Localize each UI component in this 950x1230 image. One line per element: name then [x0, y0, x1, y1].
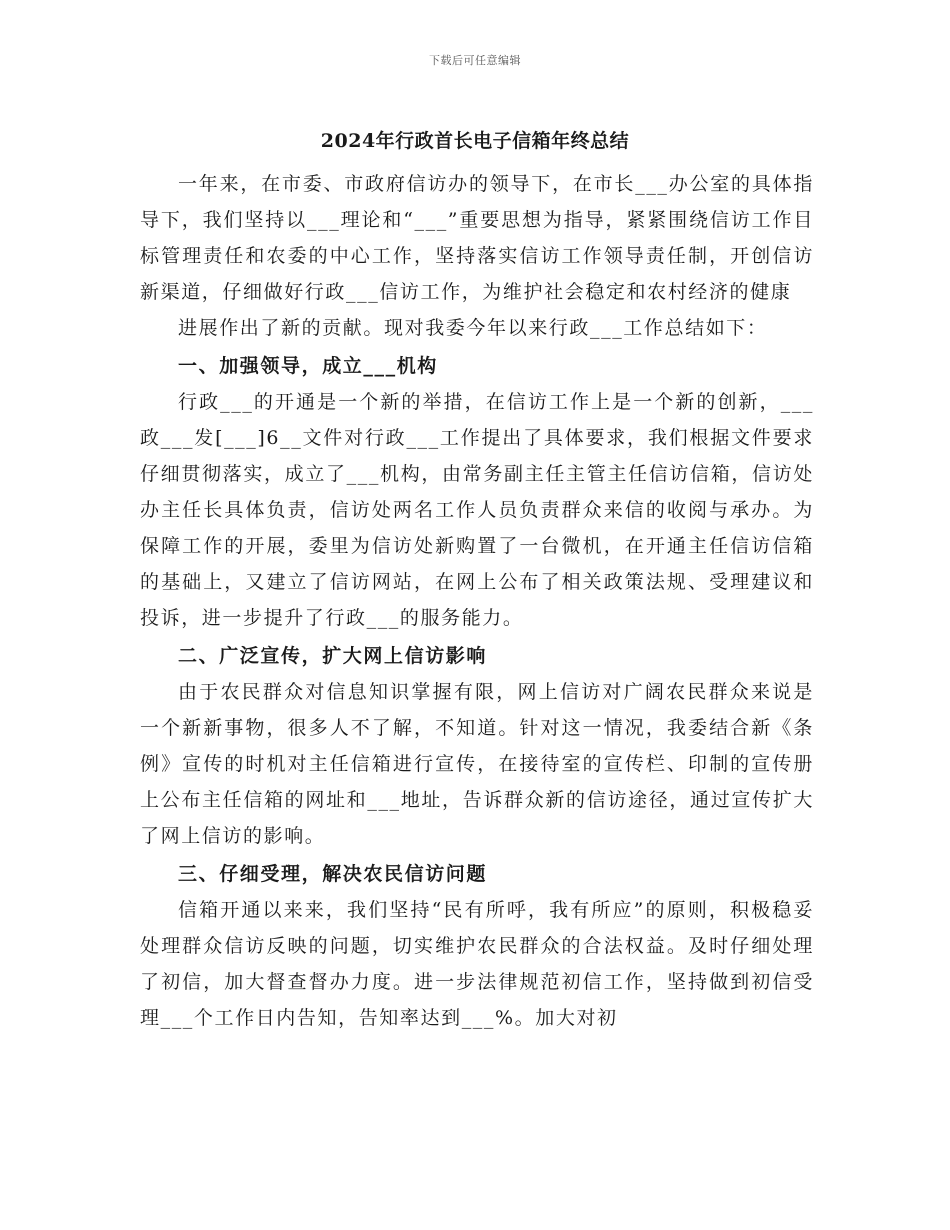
intro-paragraph-1: 一年来，在市委、市政府信访办的领导下，在市长___办公室的具体指导下，我们坚持以___理论和“___”重要思想为指导，紧紧围绕信访工作目标管理责任和农委的中心工作，坚持落实信访工作领导责任制，开创信访新渠道，仔细做好行政___信访工作，为维护社会稳定和农村经济的健康 — [140, 173, 814, 303]
section-1-paragraph: 行政___的开通是一个新的举措，在信访工作上是一个新的创新，___政___发[___]6__文件对行政___工作提出了具体要求，我们根据文件要求仔细贯彻落实，成立了___机构，由常务副主任主管主任信访信箱，信访处办主任长具体负责，信访处两名工作人员负责群众来信的收阅与承办。为保障工作的开展，委里为信访处新购置了一台微机，在开通主任信访信箱的基础上，又建立了信访网站，在网上公布了相关政策法规、受理建议和投诉，进一步提升了行政___的服务能力。 — [140, 391, 814, 629]
section-2-paragraph: 由于农民群众对信息知识掌握有限，网上信访对广阔农民群众来说是一个新新事物，很多人不了解，不知道。针对这一情况，我委结合新《条例》宣传的时机对主任信箱进行宣传，在接待室的宣传栏、印制的宣传册上公布主任信箱的网址和___地址，告诉群众新的信访途径，通过宣传扩大了网上信访的影响。 — [140, 681, 814, 847]
section-3-heading: 三、仔细受理，解决农民信访问题 — [178, 863, 488, 885]
intro-paragraph-2: 进展作出了新的贡献。现对我委今年以来行政___工作总结如下： — [178, 317, 768, 339]
header-note: 下载后可任意编辑 — [429, 54, 521, 67]
section-3-paragraph: 信箱开通以来来，我们坚持“民有所呼，我有所应”的原则，积极稳妥处理群众信访反映的问题，切实维护农民群众的合法权益。及时仔细处理了初信，加大督查督办力度。进一步法律规范初信工作，坚持做到初信受理___个工作日内告知，告知率达到___%。加大对初 — [140, 899, 814, 1029]
section-2-heading: 二、广泛宣传，扩大网上信访影响 — [178, 645, 488, 667]
section-1-heading: 一、加强领导，成立___机构 — [178, 355, 438, 377]
document-body — [140, 166, 814, 1036]
document-title: 2024年行政首长电子信箱年终总结 — [320, 130, 630, 152]
